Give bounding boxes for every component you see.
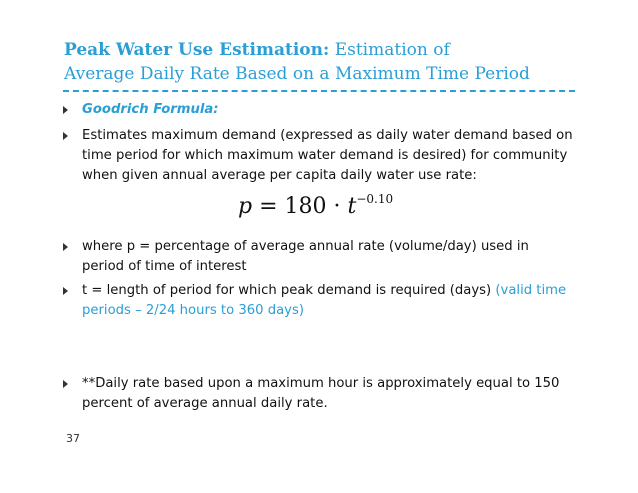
daily-rate-text: **Daily rate based upon a maximum hour is approximately equal to 150 percent of average annual daily rate. [82, 376, 560, 411]
bullet-goodrich [63, 100, 573, 120]
title-line2: Average Daily Rate Based on a Maximum Time Period [64, 64, 530, 84]
slide-title [64, 38, 604, 86]
title-bold-part: Peak Water Use Estimation: [64, 40, 330, 60]
t-def-text [82, 281, 573, 321]
t-valid-range: (valid time periods – 2/24 hours to 360 days) [82, 283, 567, 318]
bullet-t-def [63, 281, 573, 321]
goodrich-formula [238, 192, 393, 219]
goodrich-heading: Goodrich Formula: [82, 102, 219, 117]
bullet-arrow-icon [63, 287, 68, 295]
estimates-text: Estimates maximum demand (expressed as daily water demand based on time period for which maximum water demand is desired) for community when given annual average per capita daily water use rate: [82, 128, 573, 183]
formula-exponent: −0.10 [356, 192, 394, 206]
formula-var-t: t [347, 194, 357, 219]
formula-eq: = 180 · [252, 194, 348, 219]
title-divider [63, 90, 575, 92]
title-rest-line1: Estimation of [329, 40, 450, 60]
bullet-arrow-icon [63, 380, 68, 388]
formula-lhs: p [238, 194, 253, 219]
bullet-arrow-icon [63, 106, 68, 114]
bullet-estimates [63, 126, 573, 186]
bullet-where-p [63, 237, 573, 277]
t-def-main: t = length of period for which peak demand is required (days) [82, 283, 496, 298]
bullet-arrow-icon [63, 243, 68, 251]
page-number: 37 [66, 432, 80, 445]
bullet-arrow-icon [63, 132, 68, 140]
bullet-daily-rate [63, 374, 573, 414]
where-p-text: where p = percentage of average annual rate (volume/day) used in period of time of interest [82, 239, 529, 274]
